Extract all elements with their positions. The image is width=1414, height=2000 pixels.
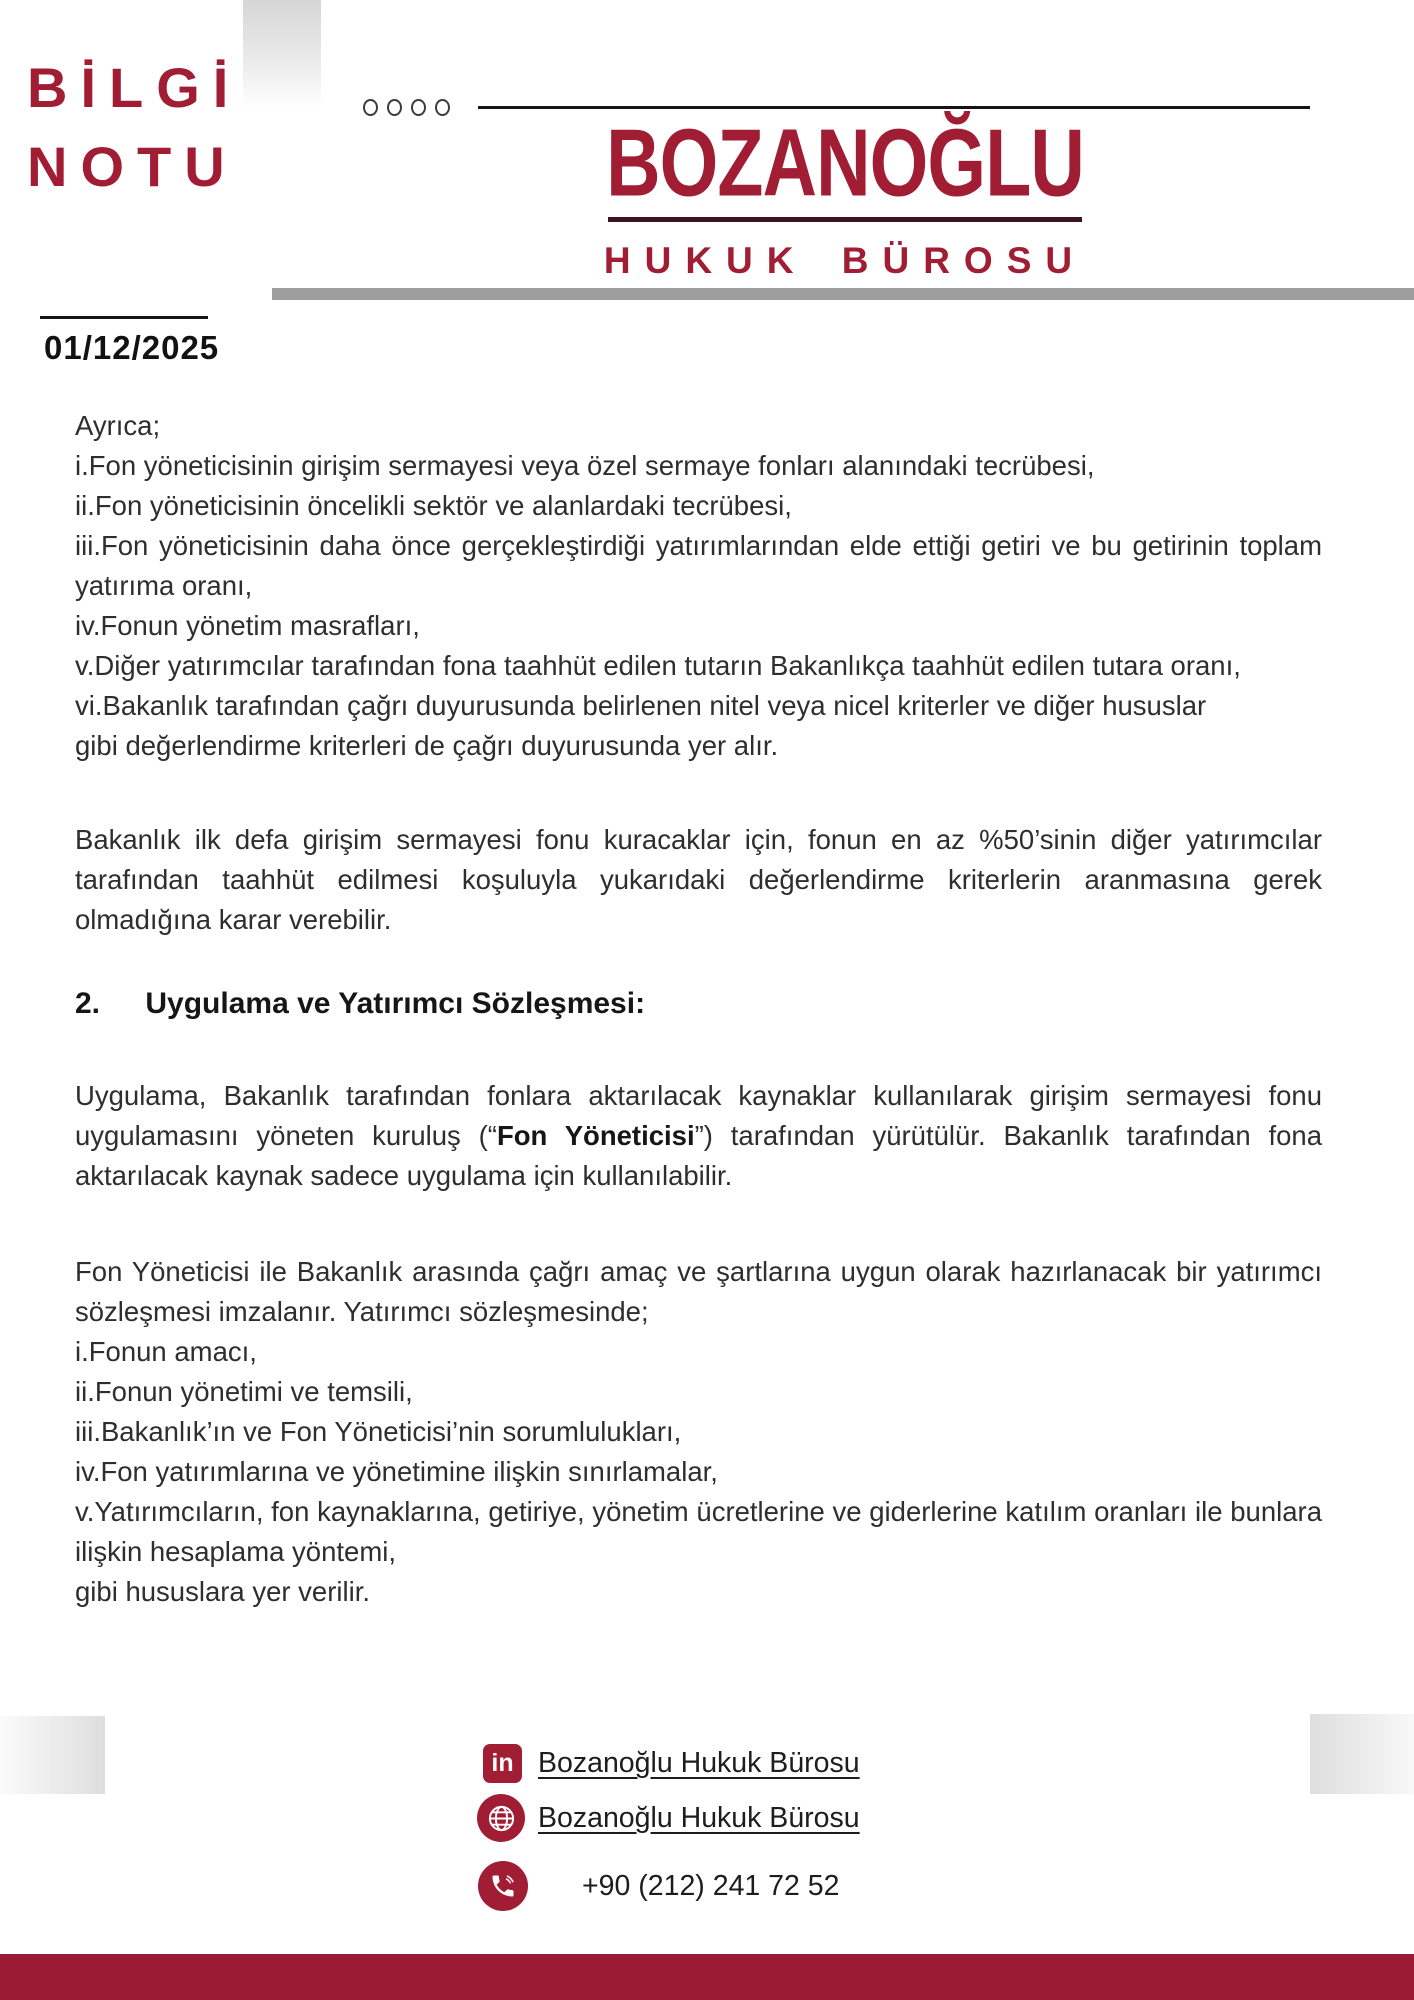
right-gradient-decoration	[1310, 1714, 1414, 1794]
masthead-title	[27, 48, 241, 206]
section-heading-2	[75, 984, 1322, 1024]
dot-icon	[411, 99, 426, 116]
linkedin-row	[483, 1744, 860, 1783]
linkedin-icon-text: in	[491, 1749, 514, 1777]
header-gray-bar	[272, 288, 1414, 300]
phone-row	[478, 1861, 840, 1911]
globe-icon[interactable]	[477, 1794, 525, 1842]
paragraph-uygulama-pre: Uygulama, Bakanlık tarafından fonlara aktarılacak kaynaklar kullanılarak girişim sermayesi fonu uygulamasını yöneten kuruluş (“	[75, 1080, 1322, 1151]
logo-dots-icon	[363, 99, 450, 116]
list-item: i.Fon yöneticisinin girişim sermayesi veya özel sermaye fonları alanındaki tecrübesi,	[75, 450, 1095, 481]
document-body	[75, 406, 1322, 1612]
linkedin-link[interactable]: Bozanoğlu Hukuk Bürosu	[538, 1747, 860, 1779]
left-gradient-decoration	[0, 1716, 105, 1794]
logo-top-rule	[478, 106, 1310, 109]
list-item: iii.Bakanlık’ın ve Fon Yöneticisi’nin sorumlulukları,	[75, 1416, 682, 1447]
masthead-line2: NOTU	[27, 135, 238, 198]
paragraph-uygulama-post: ”) tarafından yürütülür. Bakanlık tarafından fona aktarılacak kaynak sadece uygulama için kullanılabilir.	[75, 1120, 1322, 1191]
section-title: Uygulama ve Yatırımcı Sözleşmesi:	[145, 987, 646, 1020]
paragraph-intro: Ayrıca;	[75, 410, 161, 441]
website-row	[477, 1794, 860, 1842]
paragraph-fon-yoneticisi: Fon Yöneticisi ile Bakanlık arasında çağrı amaç ve şartlarına uygun olarak hazırlanacak bir yatırımcı sözleşmesi imzalanır. Yatırımcı sözleşmesinde;	[75, 1256, 1322, 1327]
list-item: iv.Fonun yönetim masrafları,	[75, 610, 420, 641]
website-link[interactable]: Bozanoğlu Hukuk Bürosu	[538, 1801, 860, 1834]
firm-logo-subtitle: HUKUK BÜROSU	[603, 240, 1087, 281]
linkedin-icon[interactable]	[483, 1744, 522, 1783]
list-item: iv.Fon yatırımlarına ve yönetimine ilişkin sınırlamalar,	[75, 1456, 718, 1487]
paragraph-bakanlik: Bakanlık ilk defa girişim sermayesi fonu kuracaklar için, fonun en az %50’sinin diğer yatırımcılar tarafından taahhüt edilmesi koşuluyla yukarıdaki değerlendirme kriterlerin aranmasına gerek olmadığına karar verebilir.	[75, 824, 1322, 935]
logo-underline-rule	[608, 217, 1082, 222]
list-tail: gibi hususlara yer verilir.	[75, 1576, 370, 1607]
firm-logo-name: BOZANOĞLU	[606, 110, 1084, 217]
section-number: 2.	[75, 987, 101, 1020]
fon-yoneticisi-bold: Fon Yöneticisi	[496, 1120, 695, 1151]
dot-icon	[435, 99, 450, 116]
list-item: iii.Fon yöneticisinin daha önce gerçekleştirdiği yatırımlarından elde ettiği getiri ve bu getirinin toplam yatırıma oranı,	[75, 530, 1322, 601]
paragraph-uygulama	[75, 1076, 1322, 1196]
masthead-line1: BİLGİ	[27, 56, 242, 119]
list-item: vi.Bakanlık tarafından çağrı duyurusunda belirlenen nitel veya nicel kriterler ve diğer hususlar	[75, 690, 1207, 721]
list-item: ii.Fonun yönetimi ve temsili,	[75, 1376, 413, 1407]
document-date: 01/12/2025	[44, 329, 220, 366]
bottom-red-band	[0, 1954, 1414, 2000]
list-tail: gibi değerlendirme kriterleri de çağrı duyurusunda yer alır.	[75, 730, 779, 761]
date-rule	[40, 316, 208, 319]
list-item: v.Yatırımcıların, fon kaynaklarına, getiriye, yönetim ücretlerine ve giderlerine katılım oranları ile bunlara ilişkin hesaplama yöntemi,	[75, 1496, 1322, 1567]
phone-icon[interactable]	[478, 1861, 528, 1911]
phone-number[interactable]: +90 (212) 241 72 52	[582, 1869, 840, 1902]
list-item: v.Diğer yatırımcılar tarafından fona taahhüt edilen tutarın Bakanlıkça taahhüt edilen tutara oranı,	[75, 650, 1241, 681]
list-item: i.Fonun amacı,	[75, 1336, 257, 1367]
list-item: ii.Fon yöneticisinin öncelikli sektör ve alanlardaki tecrübesi,	[75, 490, 792, 521]
dot-icon	[363, 99, 378, 116]
dot-icon	[387, 99, 402, 116]
top-gradient-decoration	[243, 0, 321, 108]
